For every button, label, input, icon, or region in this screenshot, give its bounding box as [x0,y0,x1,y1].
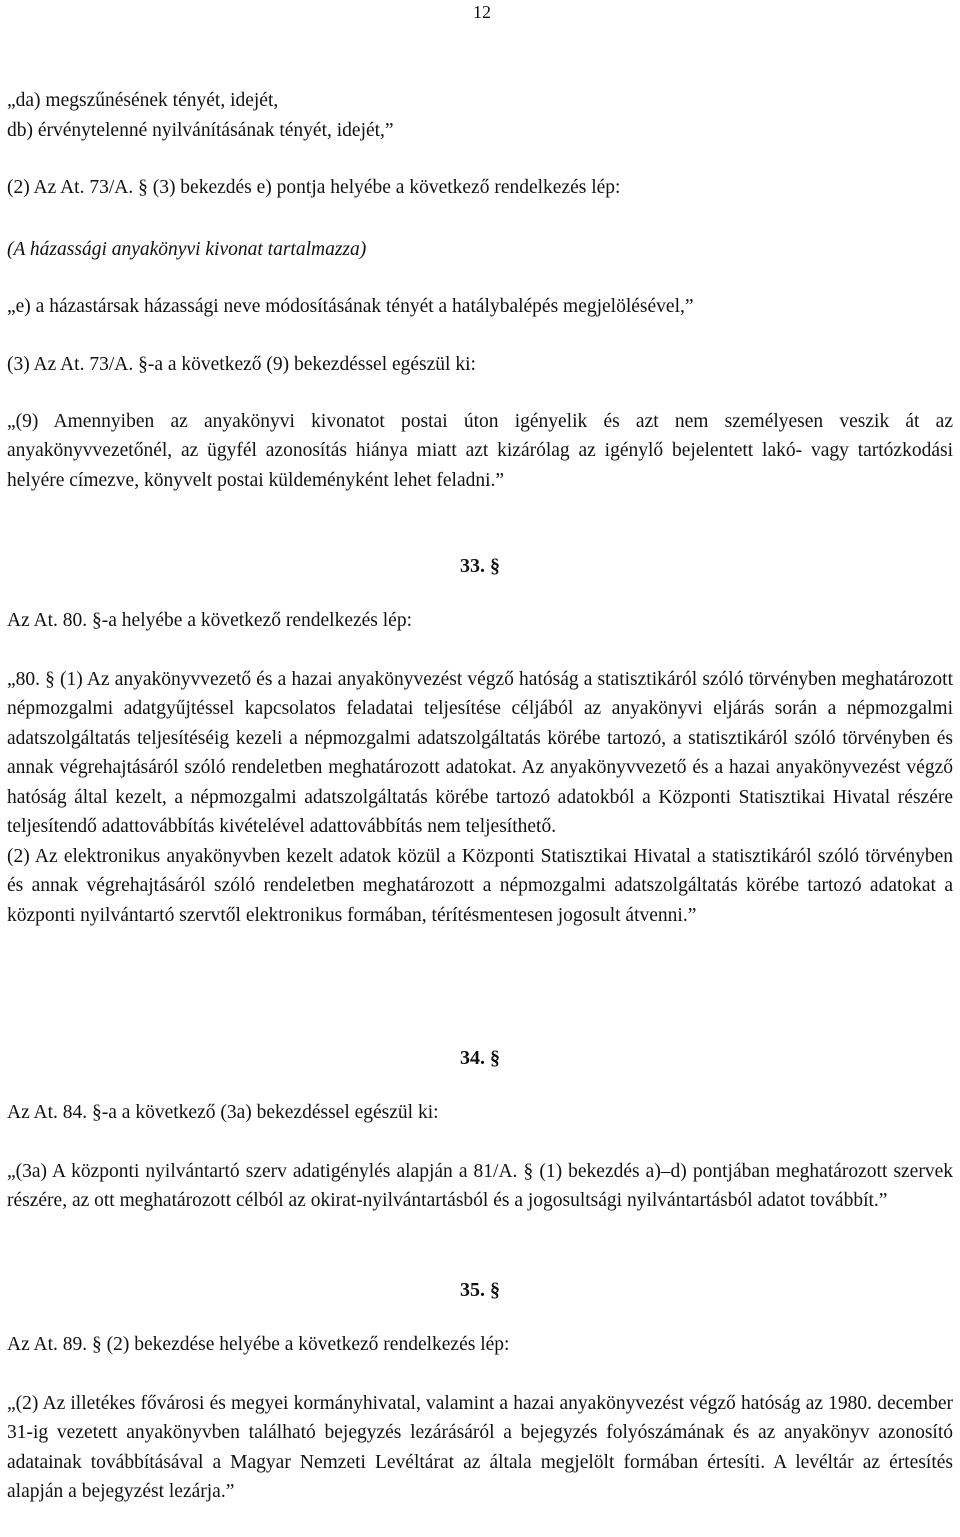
section-35-intro: Az At. 89. § (2) bekezdése helyébe a következő rendelkezés lép: [7,1334,510,1355]
section-35 [7,1330,953,1507]
section-35-heading: 35. § [460,1279,500,1301]
page-number: 12 [473,2,491,22]
section-34-heading: 34. § [460,1047,500,1069]
section-34-intro: Az At. 84. §-a a következő (3a) bekezdéssel egészül ki: [7,1102,439,1123]
section-34-text: „(3a) A központi nyilvántartó szerv adatigénylés alapján a 81/A. § (1) bekezdés a)–d) pontjában meghatározott szervek részére, az ott meghatározott célból az okirat-nyilvántartásból és a jogosultsági nyilvántartásból adatot továbbít.” [7,1160,953,1211]
section-33 [7,606,953,930]
text-line-db: db) érvénytelenné nyilvánításának tényét, idejét,” [7,119,394,141]
section-33-para-1: „80. § (1) Az anyakönyvvezető és a hazai anyakönyvezést végző hatóság a statisztikáról szóló törvényben meghatározott népmozgalmi adatgyűjtéssel kapcsolatos feladatai teljesítése céljából az anyakönyvi eljárás során a népmozgalmi adatszolgáltatás teljesítéséig kezeli a népmozgalmi adatszolgáltatás körébe tartozó, a statisztikáról szóló törvényben és annak végrehajtásáról szóló rendeletben meghatározott adatokat. Az anyakönyvvezető és a hazai anyakönyvezést végző hatóság által kezelt, a népmozgalmi adatszolgáltatás körébe tartozó adatokból a Központi Statisztikai Hivatal részére teljesítendő adattovábbítás kivételével adattovábbítás nem teljesíthető. [7,668,953,837]
section-33-heading: 33. § [460,555,500,577]
amendment-3 [7,350,953,495]
section-33-para-2: (2) Az elektronikus anyakönyvben kezelt adatok közül a Központi Statisztikai Hivatal a statisztikáról szóló törvényben és annak végrehajtásáról szóló rendeletben meghatározott a népmozgalmi adatszolgáltatás körébe tartozó adatokat a központi nyilvántartó szervtől elektronikus formában, térítésmentesen jogosult átvenni.” [7,845,953,926]
block-da-db [7,86,953,145]
amendment-2-context: (A házassági anyakönyvi kivonat tartalmazza) [7,238,367,260]
amendment-3-intro: (3) Az At. 73/A. §-a a következő (9) bekezdéssel egészül ki: [7,354,476,375]
section-34 [7,1098,953,1216]
section-33-intro: Az At. 80. §-a helyébe a következő rendelkezés lép: [7,610,412,631]
amendment-2-text: „e) a házastársak házassági neve módosításának tényét a hatálybalépés megjelölésével,” [7,296,694,317]
amendment-2-intro: (2) Az At. 73/A. § (3) bekezdés e) pontja helyébe a következő rendelkezés lép: [7,177,621,198]
amendment-2 [7,173,953,322]
text-line-da: „da) megszűnésének tényét, idejét, [7,90,279,111]
amendment-3-text: „(9) Amennyiben az anyakönyvi kivonatot postai úton igényelik és azt nem személyesen veszik át az anyakönyvvezetőnél, az ügyfél azonosítás hiánya miatt azt kizárólag az igénylő bejelentett lakó- vagy tartózkodási helyére címezve, könyvelt postai küldeményként lehet feladni.” [7,410,953,491]
section-35-text: „(2) Az illetékes fővárosi és megyei kormányhivatal, valamint a hazai anyakönyvezést végző hatóság az 1980. december 31-ig vezetett anyakönyvben található bejegyzés lezárásáról a bejegyzés folyószámának és az anyakönyv azonosító adatainak továbbításával a Magyar Nemzeti Levéltárat az általa megjelölt formában értesíti. A levéltár az értesítés alapján a bejegyzést lezárja.” [7,1392,953,1502]
